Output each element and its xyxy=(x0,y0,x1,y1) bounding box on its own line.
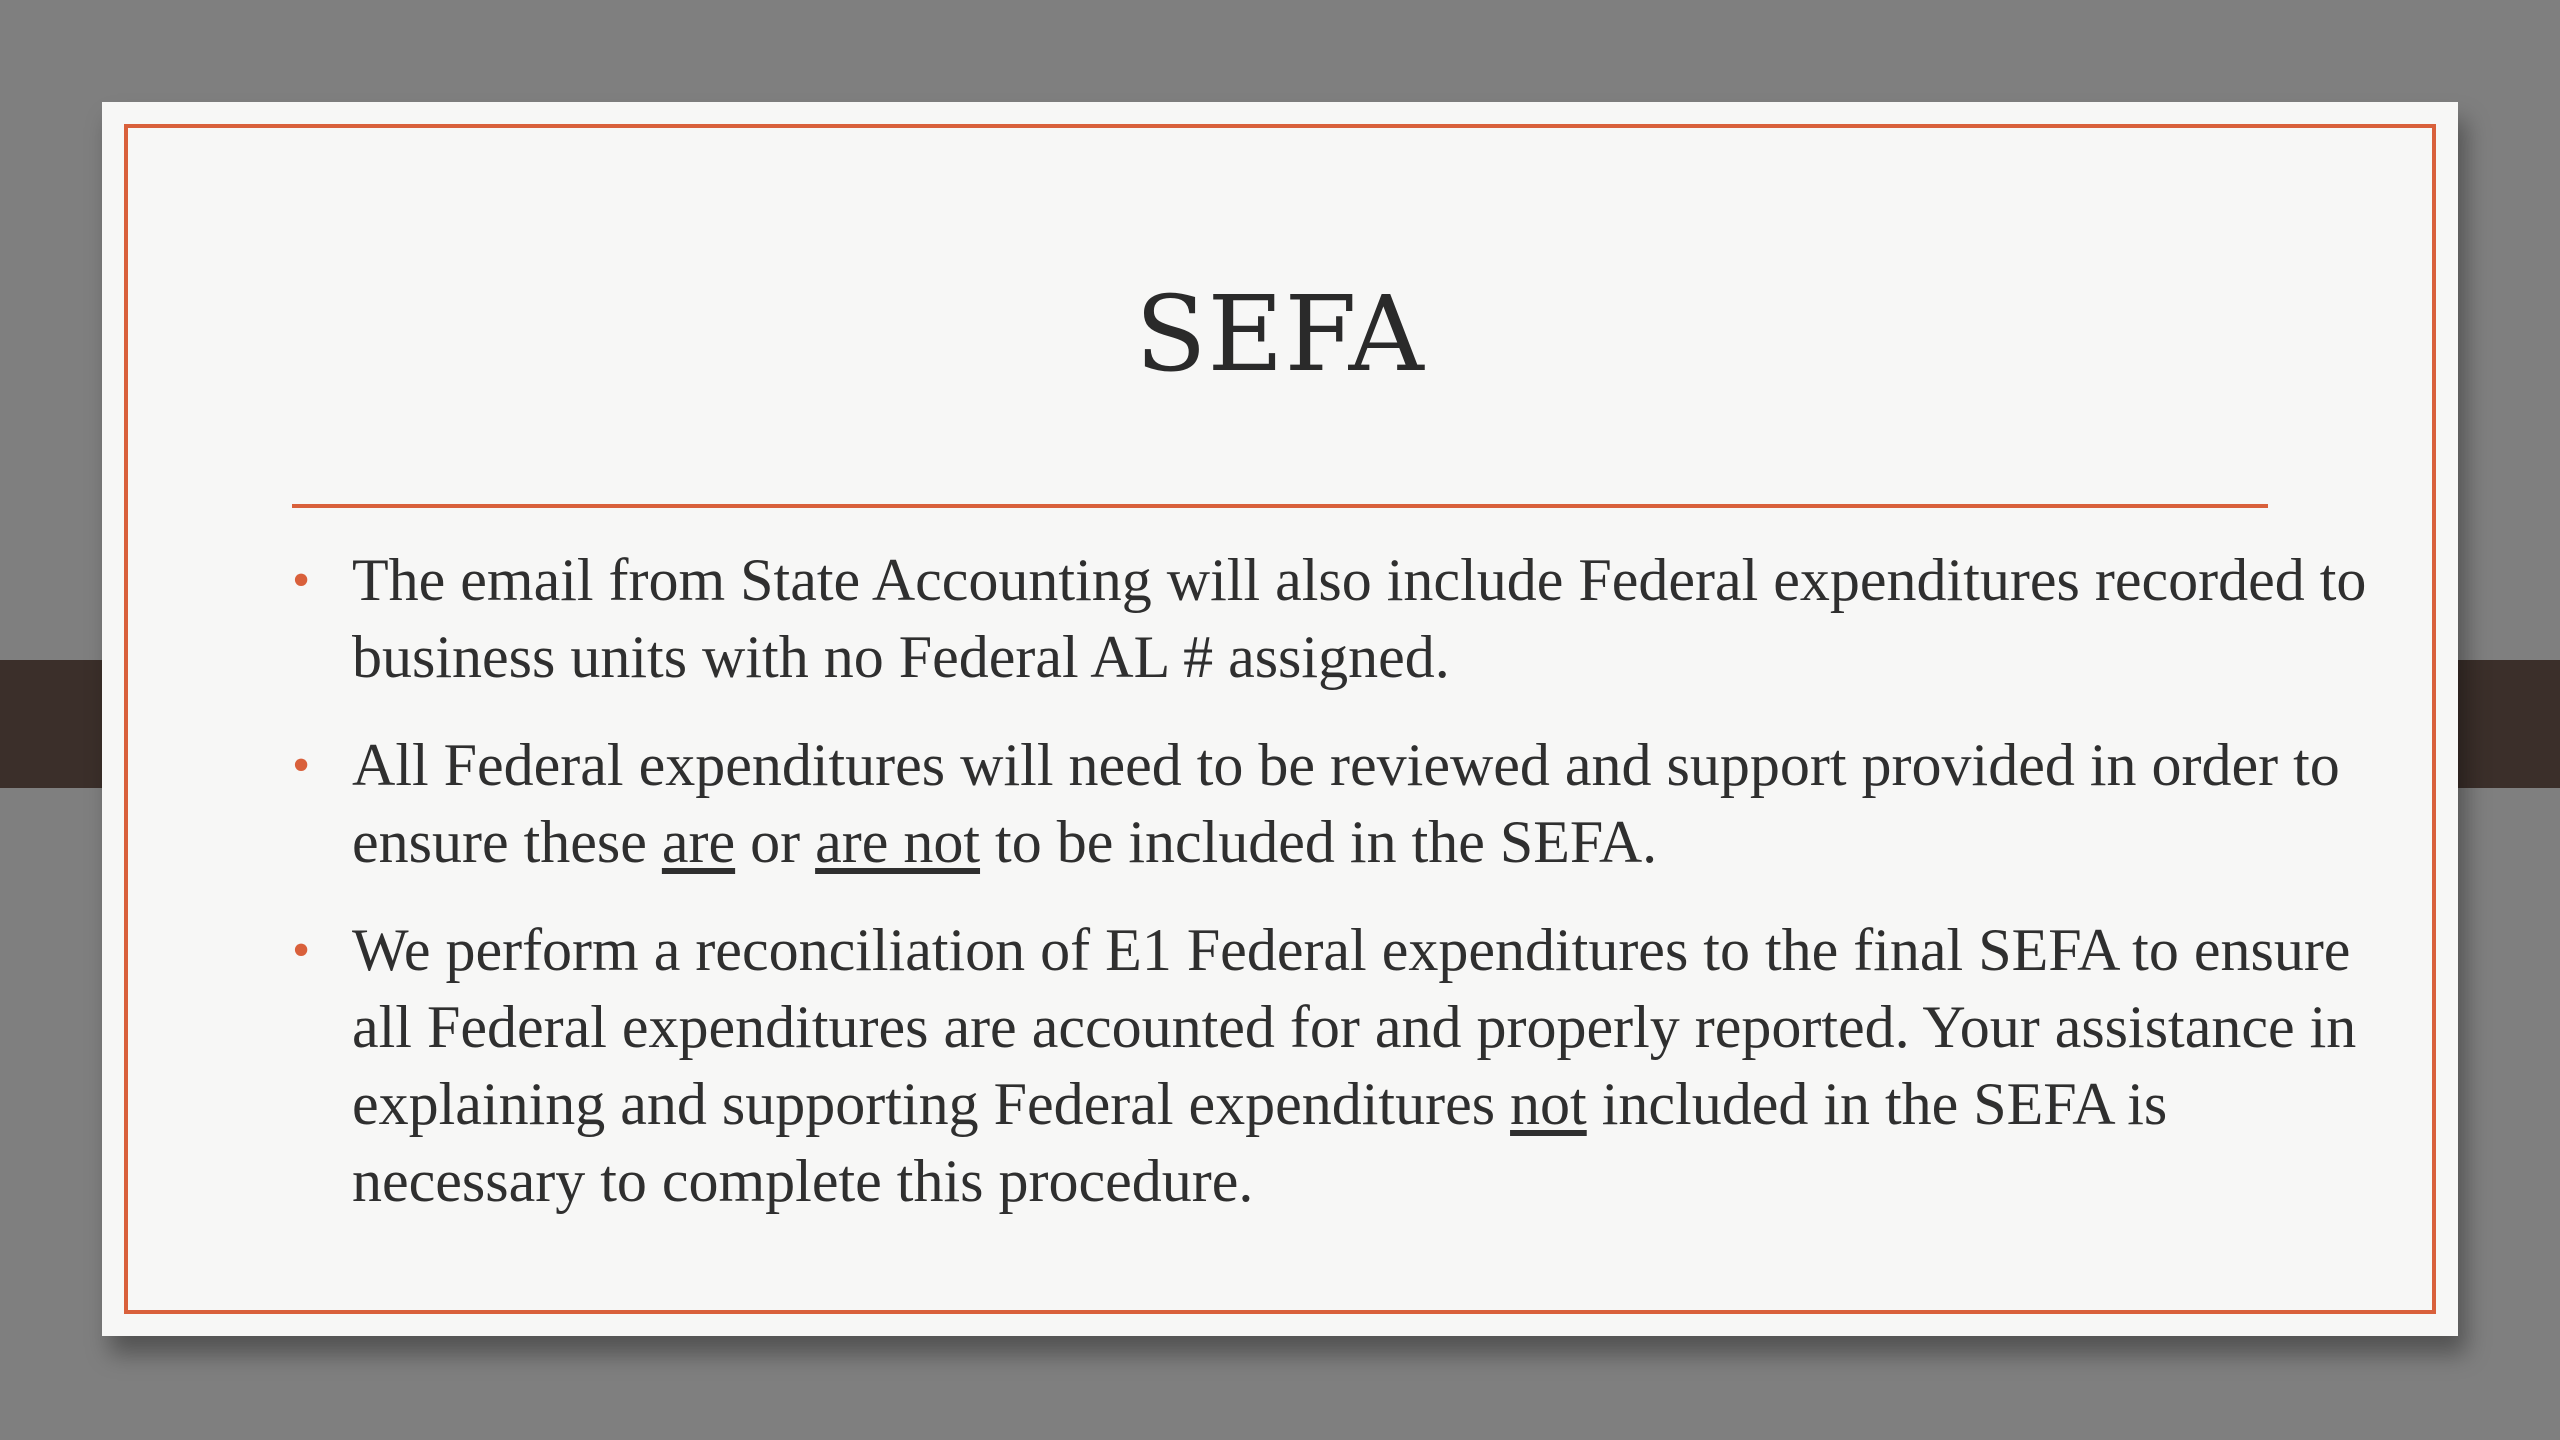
bullet-text: to be included in the SEFA. xyxy=(980,809,1658,875)
underlined-text: not xyxy=(1510,1071,1587,1137)
bullet-item xyxy=(292,542,2372,696)
slide xyxy=(102,102,2458,1336)
bullet-list xyxy=(292,542,2372,1251)
bullet-text: included in the SEFA is necessary to complete this procedure. xyxy=(352,1071,2168,1214)
bullet-item xyxy=(292,912,2372,1220)
bullet-icon: • xyxy=(292,737,311,794)
bullet-text: The email from State Accounting will also include Federal expenditures recorded to business units with no Federal AL # assigned. xyxy=(352,547,2367,690)
bullet-item xyxy=(292,727,2372,881)
slide-title: SEFA xyxy=(1135,273,1425,395)
bullet-text: We perform a reconciliation of E1 Federal expenditures to the final SEFA to ensure all Federal expenditures are accounted for and properly reported. Your assistance in explaining and supporting Federal expenditures xyxy=(352,917,2357,1137)
title-divider xyxy=(292,504,2268,508)
underlined-text: are xyxy=(661,809,736,875)
bullet-text: or xyxy=(735,809,816,875)
bullet-icon: • xyxy=(292,552,311,609)
bullet-icon: • xyxy=(292,922,311,979)
bullet-text: All Federal expenditures will need to be reviewed and support provided in order to ensure these xyxy=(352,732,2340,875)
underlined-text: are not xyxy=(815,809,981,875)
